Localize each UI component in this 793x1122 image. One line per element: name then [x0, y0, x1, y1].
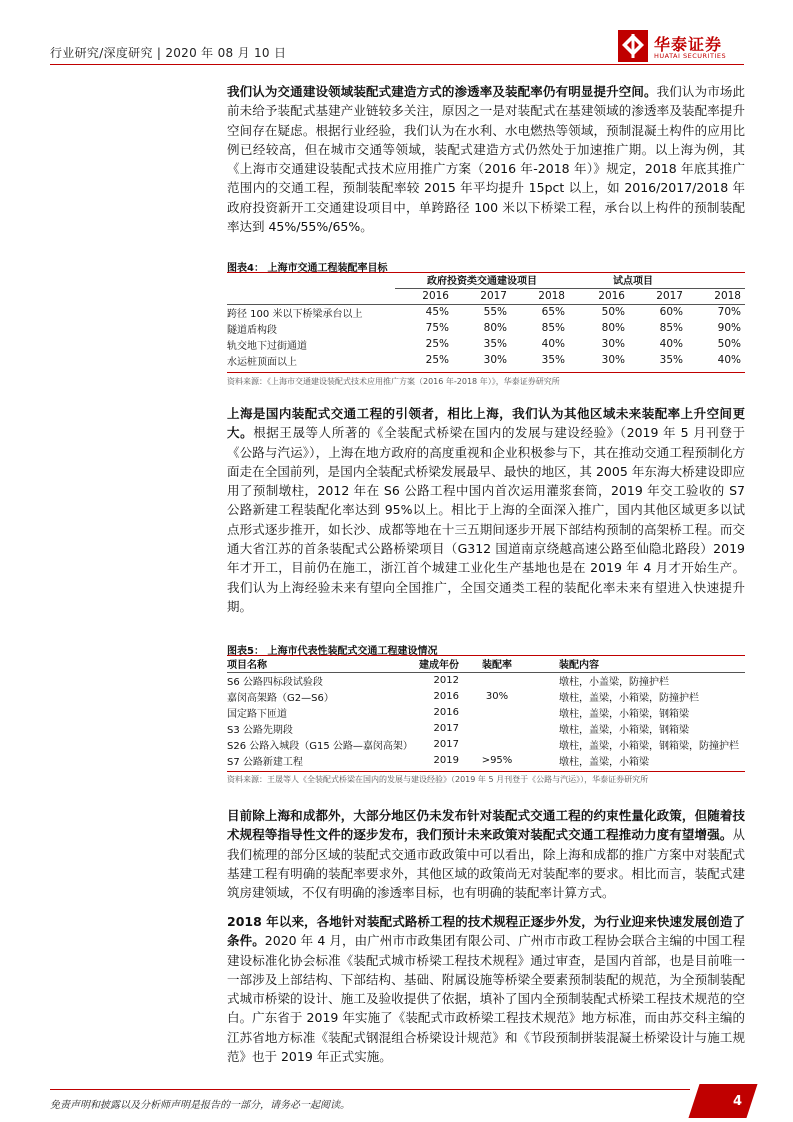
project-name: S6 公路四标段试验段: [227, 676, 323, 688]
table-row: [227, 752, 745, 768]
table-cell: 25%: [425, 338, 449, 350]
project-rate: 30%: [485, 690, 509, 702]
table-row: [227, 672, 745, 688]
table-row: [227, 304, 745, 320]
project-rate: [467, 672, 527, 688]
project-year: 2019: [433, 754, 459, 766]
table-cell: 25%: [425, 354, 449, 366]
project-content: 墩柱，盖梁，小箱梁，钢箱梁: [559, 724, 689, 736]
project-name: S3 公路先期段: [227, 724, 293, 736]
table-cell: 45%: [425, 306, 449, 319]
footer-divider: [50, 1089, 690, 1090]
table-row: [227, 720, 745, 736]
table-cell: 55%: [483, 306, 507, 319]
paragraph-2-lead: 上海是国内装配式交通工程的引领者，相比上海，我们认为其他区域未来装配率上升空间更大。: [227, 406, 745, 441]
year-header: 2018: [687, 288, 745, 304]
project-year: 2017: [433, 722, 459, 734]
paragraph-4-lead: 2018 年以来，各地针对装配式路桥工程的技术规程正逐步外发，为行业迎来快速发展创造了条件。: [227, 914, 745, 949]
table-cell: 40%: [541, 338, 565, 350]
row-label: 隧道盾构段: [227, 324, 277, 336]
table-row: [227, 688, 745, 704]
figure-4-group-pilot: 试点项目: [579, 272, 687, 288]
project-name: S7 公路新建工程: [227, 756, 303, 768]
figure-4-group-government: 政府投资类交通建设项目: [395, 272, 569, 288]
table-cell: 35%: [541, 354, 565, 366]
figure-4-title: 图表4： 上海市交通工程装配率目标: [227, 263, 388, 274]
report-header-info: 行业研究/深度研究 | 2020 年 08 月 10 日: [50, 46, 287, 60]
project-rate: [467, 720, 527, 736]
table-cell: 65%: [541, 306, 565, 319]
table-cell: 80%: [483, 322, 507, 334]
table-cell: 85%: [541, 322, 565, 334]
paragraph-4: [227, 912, 745, 1066]
row-label: 水运桩顶面以上: [227, 356, 297, 368]
table-cell: 75%: [425, 322, 449, 334]
figure-4-year-row: [227, 288, 745, 304]
huatai-logo: [618, 30, 748, 64]
table-cell: 50%: [601, 306, 625, 319]
project-content: 墩柱，盖梁，小箱梁，钢箱梁: [559, 708, 689, 720]
table-row: [227, 320, 745, 336]
figure-4-source: 资料来源：《上海市交通建设装配式技术应用推广方案（2016 年-2018 年）》，华泰证券研究所: [227, 377, 560, 386]
table-cell: 35%: [659, 354, 683, 366]
paragraph-3: [227, 806, 745, 902]
table-cell: 50%: [717, 338, 741, 350]
paragraph-2-body: 根据王晟等人所著的《全装配式桥梁在国内的发展与建设经验》（2019 年 5 月刊登于《公路与汽运》），上海在地方政府的高度重视和企业积极参与下，其在推动交通工程预制化方面走在全国前列，是国内全装配式桥梁发展最早、最快的地区，其 2005 年东海大桥建设即应用了预制墩柱，2012 年在 S6 公路工程中国内首次运用灌浆套筒，2019 年交工验收的 S7 公路新建工程装配化率达到 95%以上。相比于上海的全面深入推广，国内其他区域更多以试点形式逐步推开，如长沙、成都等地在十三五期间逐步开展下部结构预制的高架桥工程。而交通大省江苏的首条装配式公路桥梁项目（G312 国道南京绕越高速公路至仙隐北路段）2019 年才开工，目前仍在施工，浙江首个城建工业化生产基地也是在 2019 年 4 月才开始生产。我们认为上海经验未来有望向全国推广，全国交通类工程的装配化率未来有望进入快速提升期。: [227, 425, 745, 614]
figure-4-table: [227, 272, 745, 368]
project-content: 墩柱，小盖梁，防撞护栏: [559, 676, 669, 688]
project-name: 国定路下匝道: [227, 708, 287, 720]
project-rate: [467, 704, 527, 720]
table-row: [227, 336, 745, 352]
project-rate: >95%: [481, 754, 513, 766]
row-label: 轨交地下过街通道: [227, 340, 307, 352]
year-header: 2016: [395, 288, 453, 304]
table-cell: 35%: [483, 338, 507, 350]
page-number-badge: [688, 1084, 757, 1118]
header-divider: [50, 64, 744, 65]
table-row: [227, 736, 745, 752]
project-name: 嘉闵高架路（G2—S6）: [227, 692, 334, 704]
year-header: 2017: [453, 288, 511, 304]
row-label: 跨径 100 米以下桥梁承台以上: [227, 308, 363, 320]
table-cell: 85%: [659, 322, 683, 334]
figure-5-bottom-rule: [227, 771, 745, 772]
project-content: 墩柱，盖梁，小箱梁，钢箱梁，防撞护栏: [559, 740, 739, 752]
huatai-logo-icon: [618, 30, 648, 62]
paragraph-3-lead: 目前除上海和成都外，大部分地区仍未发布针对装配式交通工程的约束性量化政策，但随着技术规程等指导性文件的逐步发布，我们预计未来政策对装配式交通工程推动力度有望增强。: [227, 808, 745, 843]
logo-text-cn: 华泰证券: [654, 35, 723, 54]
year-header: 2016: [569, 288, 629, 304]
table-row: [227, 352, 745, 368]
table-cell: 30%: [483, 354, 507, 366]
table-cell: 80%: [601, 322, 625, 334]
paragraph-2: [227, 404, 745, 616]
project-name: S26 公路入城段（G15 公路—嘉闵高架）: [227, 740, 413, 752]
paragraph-3-body: 从我们梳理的部分区域的装配式交通市政政策中可以看出，除上海和成都的推广方案中对装配式基建工程有明确的装配率要求外，其他区域的政策尚无对装配率的要求。相比而言，装配式建筑房建领域，不仅有明确的渗透率目标，也有明确的装配率计算方式。: [227, 827, 745, 901]
page-number: 4: [733, 1094, 743, 1109]
table-cell: 30%: [601, 338, 625, 350]
project-rate: [467, 736, 527, 752]
table-cell: 30%: [601, 354, 625, 366]
year-header: 2017: [629, 288, 687, 304]
column-header: 装配内容: [527, 656, 745, 672]
project-year: 2012: [433, 674, 459, 686]
table-row: [227, 704, 745, 720]
figure-5-header-row: [227, 656, 745, 672]
project-content: 墩柱，盖梁，小箱梁，防撞护栏: [559, 692, 699, 704]
logo-text-en: HUATAI SECURITIES: [654, 52, 727, 60]
project-content: 墩柱，盖梁，小箱梁: [559, 756, 649, 768]
figure-5-source: 资料来源：王晟等人《全装配式桥梁在国内的发展与建设经验》（2019 年 5 月刊登于《公路与汽运》），华泰证券研究所: [227, 775, 649, 784]
year-header: 2018: [511, 288, 569, 304]
column-header: 装配率: [467, 656, 527, 672]
project-year: 2017: [433, 738, 459, 750]
project-year: 2016: [433, 706, 459, 718]
column-header: 建成年份: [413, 656, 467, 672]
table-cell: 40%: [717, 354, 741, 366]
table-cell: 70%: [717, 306, 741, 319]
table-cell: 40%: [659, 338, 683, 350]
column-header: 项目名称: [227, 656, 413, 672]
paragraph-1-body: 我们认为市场此前未给予装配式基建产业链较多关注，原因之一是对装配式在基建领域的渗透率及装配率提升空间存在疑虑。根据行业经验，我们认为在水利、水电燃热等领域，预制混凝土构件的应用比例已经较高，但在城市交通等领域，装配式建造方式仍然处于加速推广期。以上海为例，其《上海市交通建设装配式技术应用推广方案（2016 年-2018 年）》规定，2018 年底其推广范围内的交通工程，预制装配率较 2015 年平均提升 15pct 以上，如 2016/2017/2018 年政府投资新开工交通建设项目中，单跨路径 100 米以下桥梁工程，承台以上构件的预制装配率达到 45%/55%/65%。: [227, 84, 745, 235]
footer-disclaimer: 免责声明和披露以及分析师声明是报告的一部分，请务必一起阅读。: [50, 1100, 350, 1111]
figure-4-bottom-rule: [227, 372, 745, 373]
paragraph-1: [227, 82, 745, 236]
figure-5-title: 图表5： 上海市代表性装配式交通工程建设情况: [227, 646, 438, 657]
figure-5-table: [227, 656, 745, 768]
table-cell: 60%: [659, 306, 683, 319]
project-year: 2016: [433, 690, 459, 702]
paragraph-1-lead: 我们认为交通建设领域装配式建造方式的渗透率及装配率仍有明显提升空间。: [227, 84, 657, 99]
table-cell: 90%: [717, 322, 741, 334]
paragraph-4-body: 2020 年 4 月，由广州市市政集团有限公司、广州市市政工程协会联合主编的中国工程建设标准化协会标准《装配式城市桥梁工程技术规程》通过审查，是国内首部，也是目前唯一一部涉及上部结构、下部结构、基础、附属设施等桥梁全要素预制装配的规范，为全预制装配式城市桥梁的设计、施工及验收提供了依据，填补了国内全预制装配式桥梁工程技术规范的空白。广东省于 2019 年实施了《装配式市政桥梁工程技术规范》地方标准，而由苏交科主编的江苏省地方标准《装配式钢混组合桥梁设计规范》和《节段预制拼装混凝土桥梁设计与施工规范》也于 2019 年正式实施。: [227, 933, 745, 1065]
